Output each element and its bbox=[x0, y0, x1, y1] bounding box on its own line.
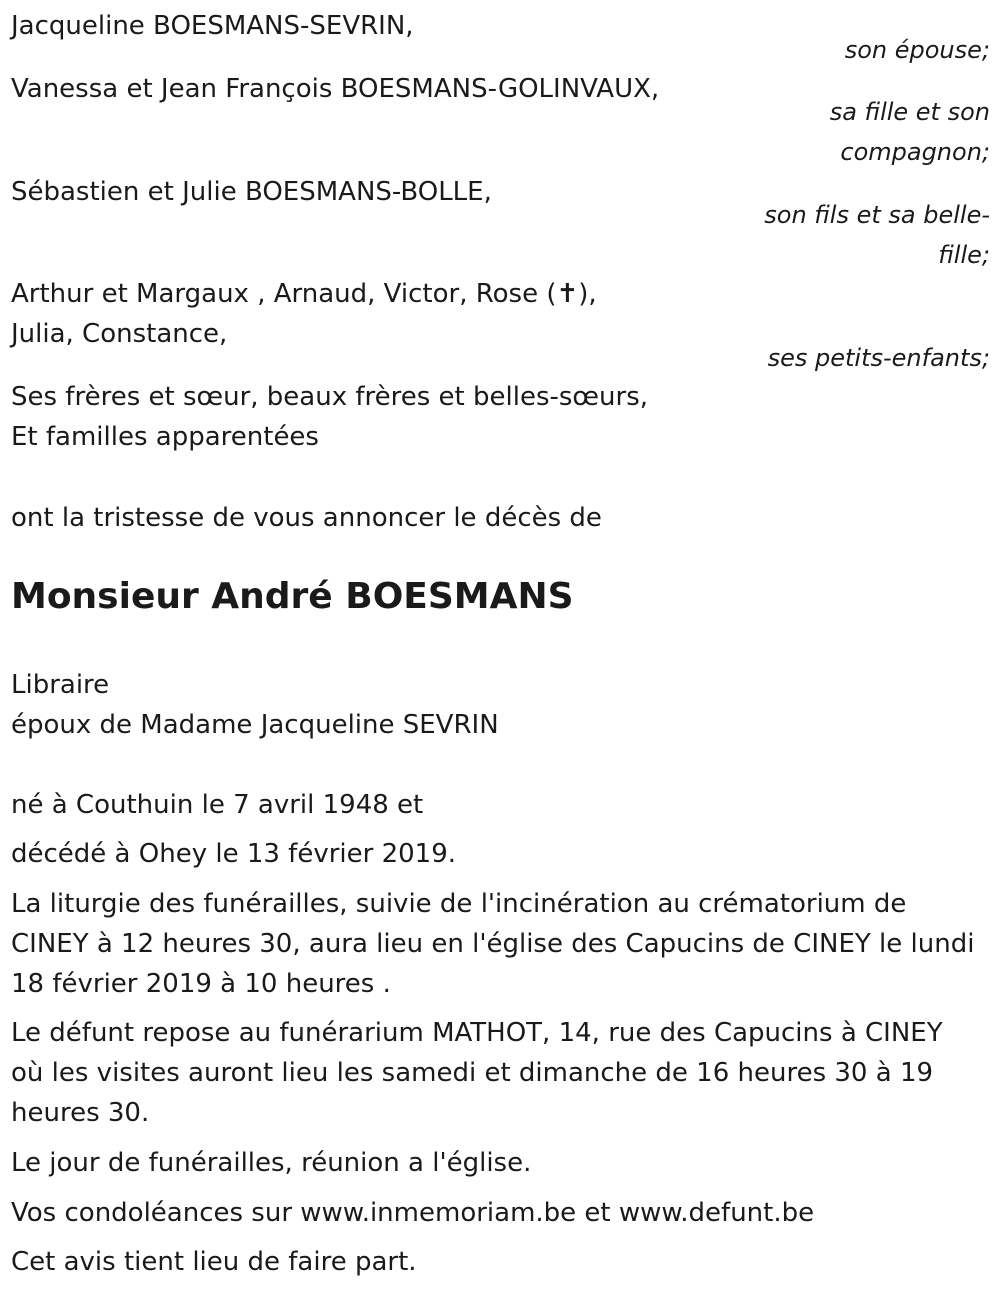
rest-line2: où les visites auront lieu les samedi et dimanche de 16 heures 30 à 19 bbox=[11, 1058, 934, 1088]
spouse-name: Jacqueline BOESMANS-SEVRIN, bbox=[11, 11, 414, 41]
deceased-spouse: époux de Madame Jacqueline SEVRIN bbox=[11, 710, 499, 740]
son-name: Sébastien et Julie BOESMANS-BOLLE, bbox=[11, 177, 492, 207]
rest-line1: Le défunt repose au funérarium MATHOT, 14, rue des Capucins à CINEY bbox=[11, 1018, 943, 1048]
meeting-info: Le jour de funérailles, réunion a l'église. bbox=[11, 1148, 532, 1178]
daughter-relation-line2: compagnon; bbox=[840, 138, 990, 166]
liturgy-line3: 18 février 2019 à 10 heures . bbox=[11, 969, 391, 999]
grandchildren-line1-text: Arthur et Margaux , Arnaud, Victor, Rose ( bbox=[11, 279, 557, 309]
daughter-name: Vanessa et Jean François BOESMANS-GOLINVAUX, bbox=[11, 74, 660, 104]
grandchildren-relation: ses petits-enfants; bbox=[767, 344, 990, 372]
cross-icon: ✝ bbox=[556, 279, 579, 309]
liturgy-line1: La liturgie des funérailles, suivie de l'incinération au crématorium de bbox=[11, 889, 907, 919]
notice-info: Cet avis tient lieu de faire part. bbox=[11, 1247, 417, 1277]
siblings-line2: Et familles apparentées bbox=[11, 422, 319, 452]
announcement: ont la tristesse de vous annoncer le décès de bbox=[11, 503, 602, 533]
daughter-relation-line1: sa fille et son bbox=[829, 98, 990, 126]
grandchildren-line1-end: ), bbox=[578, 279, 597, 309]
siblings-line1: Ses frères et sœur, beaux frères et belles-sœurs, bbox=[11, 382, 648, 412]
grandchildren-line2: Julia, Constance, bbox=[11, 319, 228, 349]
spouse-relation: son épouse; bbox=[844, 36, 990, 64]
death-info: décédé à Ohey le 13 février 2019. bbox=[11, 839, 457, 869]
deceased-name: Monsieur André BOESMANS bbox=[11, 576, 574, 617]
deceased-profession: Libraire bbox=[11, 670, 110, 700]
son-relation-line2: fille; bbox=[938, 241, 990, 269]
liturgy-line2: CINEY à 12 heures 30, aura lieu en l'église des Capucins de CINEY le lundi bbox=[11, 929, 975, 959]
birth-info: né à Couthuin le 7 avril 1948 et bbox=[11, 790, 424, 820]
grandchildren-line1 bbox=[11, 274, 597, 314]
condolences-info: Vos condoléances sur www.inmemoriam.be et www.defunt.be bbox=[11, 1198, 815, 1228]
rest-line3: heures 30. bbox=[11, 1098, 150, 1128]
son-relation-line1: son fils et sa belle- bbox=[764, 201, 990, 229]
